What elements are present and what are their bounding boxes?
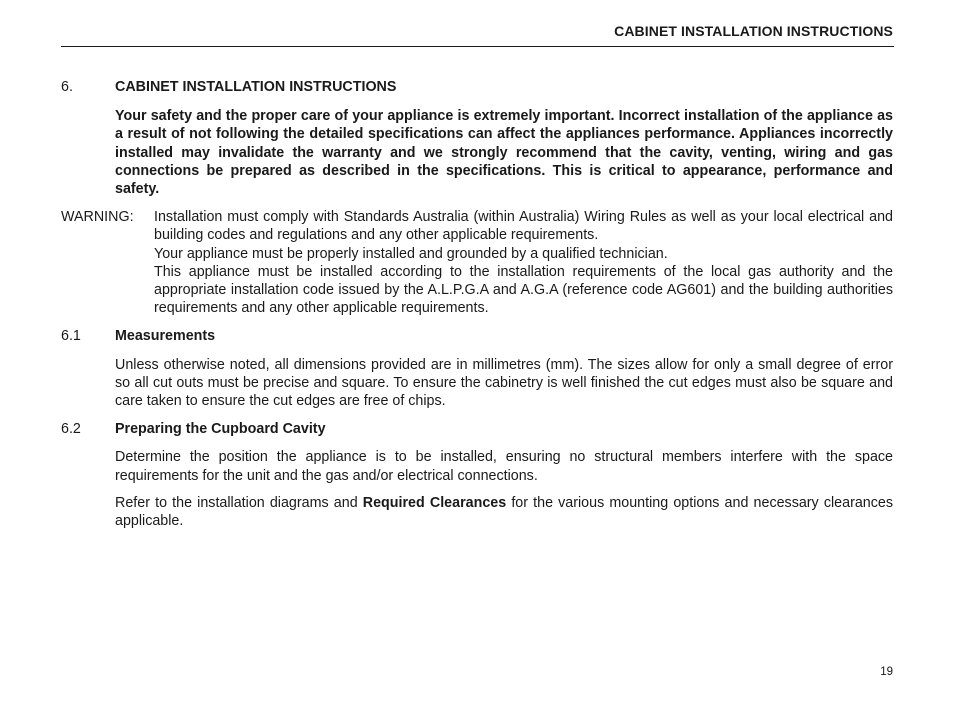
section-number: 6.1 <box>61 328 81 345</box>
page-number: 19 <box>880 666 893 678</box>
running-header: CABINET INSTALLATION INSTRUCTIONS <box>614 23 893 39</box>
section-number: 6.2 <box>61 421 81 438</box>
page-content <box>61 78 893 530</box>
required-clearances-emphasis: Required Clearances <box>362 494 507 511</box>
section-title: Preparing the Cupboard Cavity <box>115 421 326 438</box>
section-number: 6. <box>61 79 73 95</box>
section-title: Measurements <box>115 328 216 345</box>
warning-line-1: Installation must comply with Standards Australia (within Australia) Wiring Rules as well as your local electrical and building codes and regulations and any other applicable requirements. <box>154 209 893 244</box>
safety-paragraph: Your safety and the proper care of your appliance is extremely important. Incorrect installation of the appliance as a result of not following the detailed specifications can affect the appliances performance. Appliances incorrectly installed may invalidate the warranty and we strongly recommend that the cavity, venting, wiring and gas connections be prepared as described in the specifications. This is critical to appearance, performance and safety. <box>115 108 893 198</box>
header-divider <box>61 46 894 47</box>
cavity-paragraph-2 <box>61 494 893 530</box>
cavity-text-after: for the various mounting options and necessary clearances applicable. <box>115 494 893 530</box>
section-6-2-heading <box>61 420 893 438</box>
warning-block <box>61 208 893 317</box>
section-6-heading <box>61 78 893 96</box>
cavity-text-before: Refer to the installation diagrams and <box>115 494 363 511</box>
warning-body <box>154 208 893 317</box>
section-6-1-heading <box>61 327 893 345</box>
section-title: CABINET INSTALLATION INSTRUCTIONS <box>115 79 397 95</box>
warning-line-2: Your appliance must be properly installed and grounded by a qualified technician. <box>154 245 668 262</box>
warning-label: WARNING: <box>61 209 134 226</box>
cavity-paragraph-1: Determine the position the appliance is to be installed, ensuring no structural members interfere with the space requirements for the unit and the gas and/or electrical connections. <box>115 449 893 484</box>
warning-line-3: This appliance must be installed according to the installation requirements of the local gas authority and the appropriate installation code issued by the A.L.P.G.A and A.G.A (reference code AG601) and the building authorities requirements and any other applicable requirements. <box>154 263 893 317</box>
measurements-paragraph: Unless otherwise noted, all dimensions provided are in millimetres (mm). The sizes allow for only a small degree of error so all cut outs must be precise and square. To ensure the cabinetry is well finished the cut edges must also be square and care taken to ensure the cut edges are free of chips. <box>115 356 893 410</box>
